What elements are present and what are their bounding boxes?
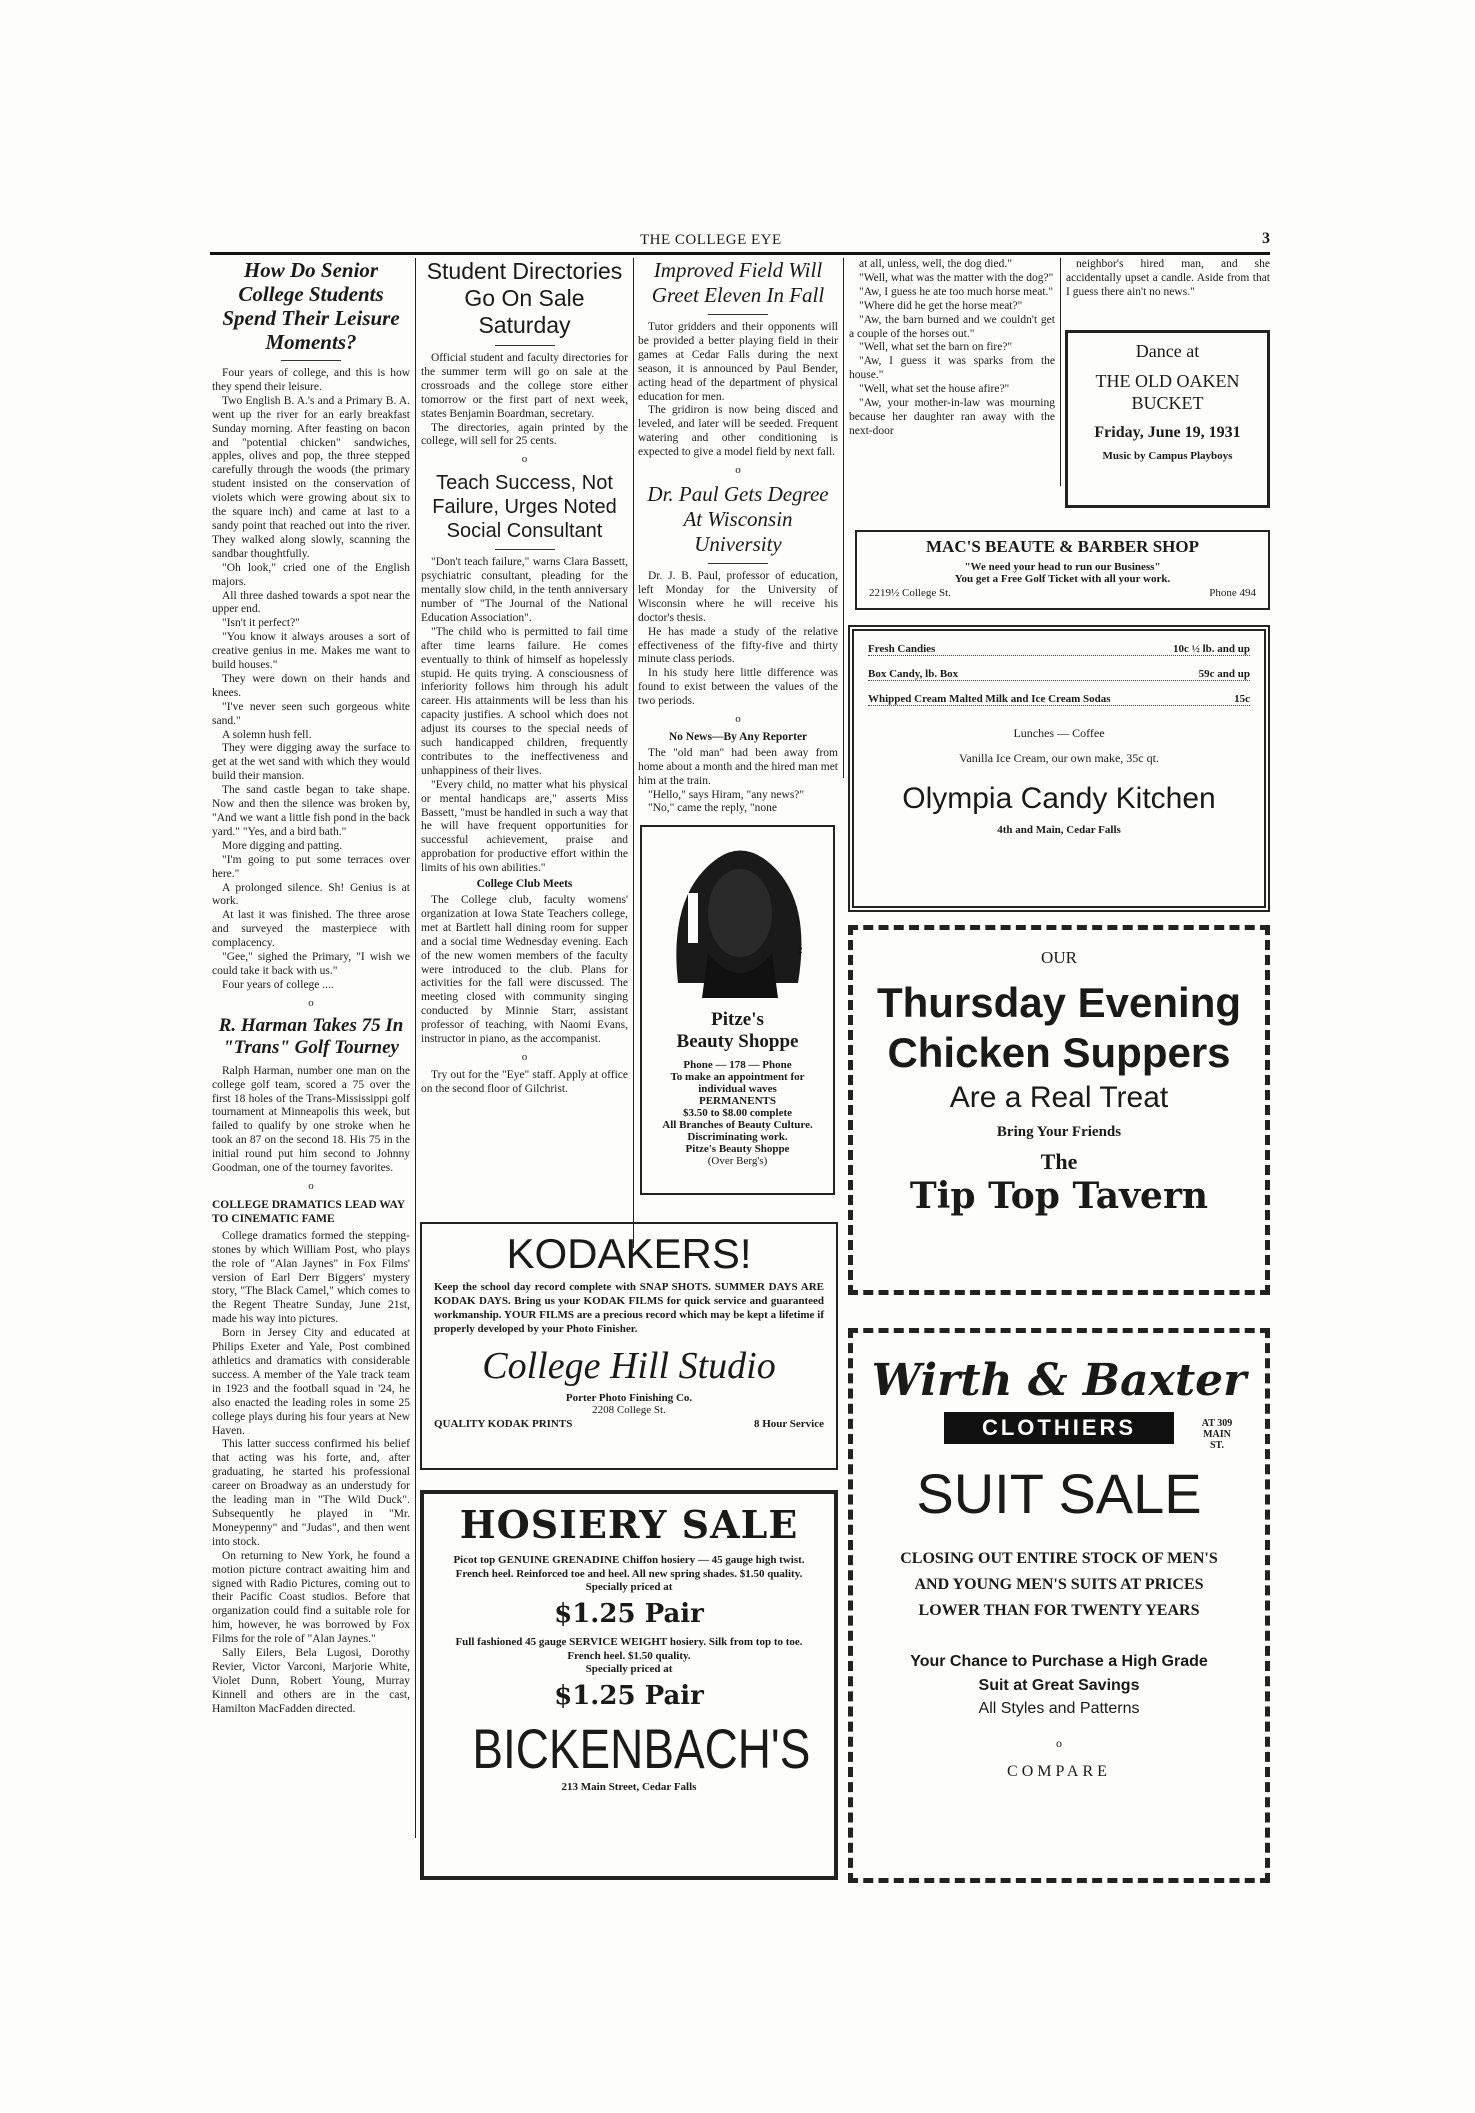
paragraph: "Hello," says Hiram, "any news?" <box>648 788 805 801</box>
candy-lunches: Lunches — Coffee <box>1013 726 1105 740</box>
dramatics-headline: COLLEGE DRAMATICS LEAD WAY TO CINEMATIC FAME <box>212 1198 405 1225</box>
separator <box>708 314 768 315</box>
paragraph: "Gee," sighed the Primary, "I wish we could take it back with us." <box>212 951 410 977</box>
separator: o <box>308 996 314 1009</box>
beaute-offer: You get a Free Golf Ticket with all your work. <box>954 573 1171 585</box>
newspaper-title: THE COLLEGE EYE <box>640 232 782 248</box>
tavern-our: OUR <box>1041 948 1077 967</box>
paragraph: "Well, what set the house afire?" <box>859 383 1010 396</box>
candy-item <box>868 693 1250 706</box>
paragraph: The sand castle began to take shape. Now and then the silence was broken by, "And we want a little fish pond in the back yard." "Yes, and a bird bath." <box>212 784 410 838</box>
candy-item <box>868 643 1250 656</box>
pitze-sign: Pitze's Beauty Shoppe <box>685 1143 790 1155</box>
separator <box>281 360 341 361</box>
kodak-prints: QUALITY KODAK PRINTS <box>434 1418 573 1430</box>
pitze-branches: All Branches of Beauty Culture. Discriminating work. <box>662 1119 813 1143</box>
paragraph: He has made a study of the relative effectiveness of the fifty-five and thirty minute class periods. <box>638 625 838 666</box>
field-headline: Improved Field Will Greet Eleven In Fall <box>651 258 825 307</box>
candy-name: Olympia Candy Kitchen <box>902 782 1216 815</box>
wirth-address: AT 309 MAIN ST. <box>1201 1418 1233 1451</box>
column-rule-3 <box>843 258 844 778</box>
column-1 <box>212 258 410 1717</box>
hosiery-special2: Specially priced at <box>585 1663 673 1675</box>
separator <box>495 345 555 346</box>
paragraph: The directories, again printed by the college, will sell for 25 cents. <box>421 421 628 448</box>
directories-headline: Student Directories Go On Sale Saturday <box>426 258 623 338</box>
paragraph: In his study here little difference was found to exist between the values of the two periods. <box>638 667 838 708</box>
paragraph: Born in Jersey City and educated at Philips Exeter and Yale, Post combined athletics and dramatics with considerable success. A member of the Yale track team in 1923 and the football squad in '24, he also enacted the leading roles in some 25 college plays during his four years at New Haven. <box>212 1327 410 1437</box>
pitze-name: Pitze's <box>711 1009 764 1030</box>
dance-music: Music by Campus Playboys <box>1102 450 1233 462</box>
pitze-location: (Over Berg's) <box>707 1155 768 1167</box>
dance-line: Dance at <box>1135 341 1200 361</box>
pitze-shop: Beauty Shoppe <box>676 1031 799 1052</box>
suit-sale-title: SUIT SALE <box>916 1462 1202 1525</box>
wirth-compare: COMPARE <box>1007 1763 1111 1780</box>
paragraph: The gridiron is now being disced and leveled, and later will be seeded. Frequent watering and other conditioning is expected to give a model field by next fall. <box>638 404 838 459</box>
paragraph: This latter success confirmed his belief that acting was his forte, and, after graduating, he started his professional career on Broadway as an understudy for the leading man in "The Wild Duck". Subsequently he played in "Mr. Moneypenny" and "Judas", and then went into stock. <box>212 1438 410 1548</box>
column-4 <box>849 258 1055 439</box>
paragraph: The "old man" had been away from home about a month and the hired man met him at the train. <box>638 746 838 787</box>
paragraph: "You know it always arouses a sort of creative genius in me. Makes me want to build houses." <box>212 631 410 672</box>
hosiery-special1: Specially priced at <box>585 1581 673 1593</box>
clothiers-label: CLOTHIERS <box>944 1412 1174 1444</box>
kodak-footer <box>434 1418 824 1430</box>
studio-name: College Hill Studio <box>482 1345 776 1387</box>
paragraph: Sally Eilers, Bela Lugosi, Dorothy Revier, Victor Varconi, Marjorie White, Violet Dunn, Robert Young, Murray Kinnell and others are in the cast, Hamilton MacFadden directed. <box>212 1647 410 1715</box>
tavern-the: The <box>1040 1149 1078 1174</box>
paragraph: "Every child, no matter what his physical or mental handicaps are," asserts Miss Bassett, "must be handled in such a way that he will have frequent opportunities for successful achievement, praise and approbation for productive effort within the limits of his own abilities." <box>421 778 628 875</box>
venue-name: THE OLD OAKEN BUCKET <box>1095 371 1240 413</box>
masthead <box>210 230 1270 252</box>
column-5 <box>1066 258 1270 300</box>
paragraph: On returning to New York, he found a motion picture contract awaiting him and signed with Radio Pictures, coming out to their Pacific Coast studios. Before that organization could find a suitable role for him, however, he was borrowed by Fox Films for the role of "Alan Jaynes." <box>212 1549 410 1646</box>
separator: o <box>735 713 741 726</box>
hosiery-price1: $1.25 Pair <box>554 1599 704 1629</box>
beaute-ad <box>855 530 1270 610</box>
kodak-body: Keep the school day record complete with SNAP SHOTS. SUMMER DAYS ARE KODAK DAYS. Bring us your KODAK FILMS for quick service and guaranteed workmanship. YOUR FILMS are a precious record which may be kept a lifetime if properly developed by your Photo Finisher. <box>434 1281 824 1335</box>
separator: o <box>735 464 741 477</box>
paragraph: neighbor's hired man, and she accidentally upset a candle. Aside from that I guess there ain't no news." <box>1066 258 1270 298</box>
candy-vanilla: Vanilla Ice Cream, our own make, 35c qt. <box>959 751 1159 765</box>
paragraph: "Where did he get the horse meat?" <box>859 299 1023 312</box>
paragraph: Dr. J. B. Paul, professor of education, left Monday for the University of Wisconsin where he will receive his doctor's thesis. <box>638 569 838 624</box>
column-3 <box>638 258 838 816</box>
tavern-name: Tip Top Tavern <box>909 1175 1209 1217</box>
tavern-bring: Bring Your Friends <box>996 1124 1122 1140</box>
kodak-title: KODAKERS! <box>506 1230 752 1277</box>
candy-ad <box>848 625 1270 912</box>
separator: o <box>1056 1736 1062 1750</box>
paragraph: "Well, what set the barn on fire?" <box>859 341 1013 354</box>
pitze-price: $3.50 to $8.00 complete <box>682 1107 793 1119</box>
paragraph: "Oh look," cried one of the English majors. <box>212 561 410 588</box>
hosiery-address: 213 Main Street, Cedar Falls <box>561 1781 697 1793</box>
tavern-line1: Thursday Evening <box>876 979 1242 1026</box>
paragraph: At last it was finished. The three arose and surveyed the masterpiece with complacency. <box>212 909 410 950</box>
paragraph: at all, unless, well, the dog died." <box>859 258 1012 270</box>
candy-item-price: 15c <box>1234 693 1250 705</box>
paragraph: Four years of college .... <box>222 978 334 991</box>
paragraph: All three dashed towards a spot near the upper end. <box>212 589 410 616</box>
paragraph: Tutor gridders and their opponents will be provided a better playing field in their games at Cedar Falls during the next season, it is announced by Paul Bender, acting head of the department of physical education for men. <box>638 321 838 403</box>
hosiery-ad <box>420 1490 838 1880</box>
pitze-appointment: To make an appointment for individual waves <box>670 1071 805 1095</box>
wirth-styles: All Styles and Patterns <box>978 1700 1140 1717</box>
candy-item <box>868 668 1250 681</box>
candy-item-price: 59c and up <box>1198 668 1250 680</box>
store-name: BICKENBACH'S <box>472 1717 811 1780</box>
wirth-chance: Your Chance to Purchase a High Grade Suit at Great Savings <box>910 1653 1208 1694</box>
candy-item-name: Whipped Cream Malted Milk and Ice Cream Sodas <box>868 693 1111 705</box>
separator <box>495 549 555 550</box>
column-rule-2 <box>633 258 634 1248</box>
column-2 <box>421 258 628 1097</box>
separator: o <box>308 1179 314 1192</box>
beaute-address: 2219½ College St. <box>869 587 951 599</box>
paragraph: College dramatics formed the stepping-stones by which William Post, who plays the role of "Alan Jaynes" in Fox Films' version of Earl Derr Biggers' mystery story, "The Black Camel," which comes to the Regent Theatre Sunday, June 21st, made his way into pictures. <box>212 1229 410 1326</box>
column-rule-4 <box>1060 258 1061 486</box>
separator: o <box>521 453 528 466</box>
pitze-ad <box>640 825 835 1195</box>
pitze-permanents: PERMANENTS <box>698 1095 776 1107</box>
clothiers-banner <box>863 1412 1255 1452</box>
hosiery-title: HOSIERY SALE <box>459 1502 799 1547</box>
tavern-ad <box>848 925 1270 1295</box>
teach-headline: Teach Success, Not Failure, Urges Noted Social Consultant <box>432 472 617 543</box>
woman-portrait-illustration <box>648 833 827 1003</box>
golf-headline: R. Harman Takes 75 In "Trans" Golf Tourney <box>218 1014 404 1058</box>
kodak-ad <box>420 1222 838 1470</box>
dance-date: Friday, June 19, 1931 <box>1094 424 1241 441</box>
masthead-rule <box>210 252 1270 255</box>
kodak-address: 2208 College St. <box>592 1404 666 1416</box>
column-rule-1 <box>415 258 416 1838</box>
paragraph: "Well, what was the matter with the dog?" <box>859 271 1054 284</box>
paragraph: "Isn't it perfect?" <box>222 617 300 630</box>
page-number: 3 <box>1262 230 1270 247</box>
kodak-service: 8 Hour Service <box>753 1418 824 1430</box>
paragraph: More digging and patting. <box>222 839 343 852</box>
wirth-name: Wirth & Baxter <box>871 1355 1247 1406</box>
paragraph: They were digging away the surface to get at the wet sand with which they would build their mansion. <box>212 742 410 783</box>
paragraph: "Aw, I guess he ate too much horse meat." <box>859 285 1054 298</box>
beaute-title: MAC'S BEAUTE & BARBER SHOP <box>926 537 1199 556</box>
tavern-line3: Are a Real Treat <box>949 1081 1169 1114</box>
paragraph: Ralph Harman, number one man on the college golf team, scored a 75 over the first 18 holes of the Trans-Mississippi golf tournament at Minneapolis this week, but failed to qualify by one stroke when he took an 87 on the second 18. His 75 in the initial round put him second to Johnny Goodman, one of the tourney favorites. <box>212 1064 410 1175</box>
paragraph: The College club, faculty womens' organization at Iowa State Teachers college, met at Bartlett hall dining room for supper and a social time Wednesday evening. Each of the new women members of the faculty were introduced to the club. Plans for activities for the fall were discussed. The meeting closed with community singing conducted by Minnie Starr, assistant professor of teaching, with Naomi Evans, instructor in piano, as the accompanist. <box>421 894 628 1046</box>
wirth-ad <box>848 1328 1270 1883</box>
pitze-phone: Phone — 178 — Phone <box>683 1059 792 1071</box>
candy-address: 4th and Main, Cedar Falls <box>997 824 1121 836</box>
woman-portrait-image <box>648 833 831 1003</box>
club-subheading: College Club Meets <box>476 878 573 891</box>
paragraph: "No," came the reply, "none <box>648 802 777 815</box>
candy-item-price: 10c ½ lb. and up <box>1172 643 1250 655</box>
paragraph: Four years of college, and this is how they spend their leisure. <box>212 367 410 393</box>
paragraph: Try out for the "Eye" staff. Apply at office on the second floor of Gilchrist. <box>421 1068 628 1095</box>
dance-ad <box>1065 330 1270 508</box>
paragraph: "I've never seen such gorgeous white sand." <box>212 700 410 727</box>
paragraph: A prolonged silence. Sh! Genius is at work. <box>212 881 410 908</box>
hosiery-price2: $1.25 Pair <box>554 1681 704 1711</box>
beaute-phone: Phone 494 <box>1209 587 1256 599</box>
hosiery-line2: Full fashioned 45 gauge SERVICE WEIGHT hosiery. Silk from top to toe. French heel. $1.50 quality. <box>455 1636 803 1662</box>
paragraph: Official student and faculty directories for the summer term will go on sale at the crossroads and the college store either tomorrow or the first part of next week, states Benjamin Boardman, secretary. <box>421 352 628 420</box>
candy-item-name: Box Candy, lb. Box <box>868 668 959 680</box>
beaute-contact <box>869 587 1256 599</box>
paragraph: "Aw, the barn burned and we couldn't get a couple of the horses out." <box>849 313 1055 340</box>
paragraph: Two English B. A.'s and a Primary B. A. went up the river for an early breakfast Sunday morning. After feasting on bacon and "potential chicken" sandwiches, apples, olives and pop, the three stepped carefully through the woods (the primary student insisted on the conservation of violets which were growing about six to the square inch) and came at last to a sandy point that reached out into the river. They walked along slowly, scanning the sandbar thoughtfully. <box>212 394 410 560</box>
kodak-porter: Porter Photo Finishing Co. <box>565 1392 693 1404</box>
paragraph: "I'm going to put some terraces over here." <box>212 853 410 880</box>
paragraph: "Aw, I guess it was sparks from the house." <box>849 355 1055 382</box>
hosiery-line1: Picot top GENUINE GRENADINE Chiffon hosiery — 45 gauge high twist. French heel. Reinforced toe and heel. All new spring shades. $1.50 quality. <box>453 1554 805 1580</box>
candy-item-name: Fresh Candies <box>868 643 936 655</box>
figure-number: 2 <box>798 945 803 955</box>
paragraph: "Aw, your mother-in-law was mourning because her daughter ran away with the next-door <box>849 397 1055 437</box>
paul-headline: Dr. Paul Gets Degree At Wisconsin University <box>647 481 829 556</box>
separator <box>708 563 768 564</box>
news-subheading: No News—By Any Reporter <box>668 730 808 743</box>
paragraph: "Don't teach failure," warns Clara Bassett, psychiatric consultant, pleading for the mentally slow child, in the tenth anniversary number of "The Journal of the National Education Association". <box>421 556 628 624</box>
paragraph: They were down on their hands and knees. <box>212 672 410 699</box>
separator: o <box>521 1050 528 1063</box>
leisure-headline: How Do Senior College Students Spend Their Leisure Moments? <box>222 258 400 354</box>
paragraph: "The child who is permitted to fail time after time learns failure. He comes eventually to think of himself as hopelessly stupid. He quits trying. A consciousness of inferiority follows him through his adult career. His attainments will be less than his capacity justifies. A school which does not adjust its courses to the special needs of such handicapped children, frequently contributes to the ineffectiveness and unhappiness of their lives. <box>421 625 628 777</box>
beaute-slogan: "We need your head to run our Business" <box>964 561 1161 573</box>
tavern-line2: Chicken Suppers <box>887 1029 1231 1076</box>
wirth-closing: CLOSING OUT ENTIRE STOCK OF MEN'S AND YOUNG MEN'S SUITS AT PRICES LOWER THAN FOR TWENTY YEARS <box>900 1550 1218 1619</box>
paragraph: A solemn hush fell. <box>222 728 312 741</box>
